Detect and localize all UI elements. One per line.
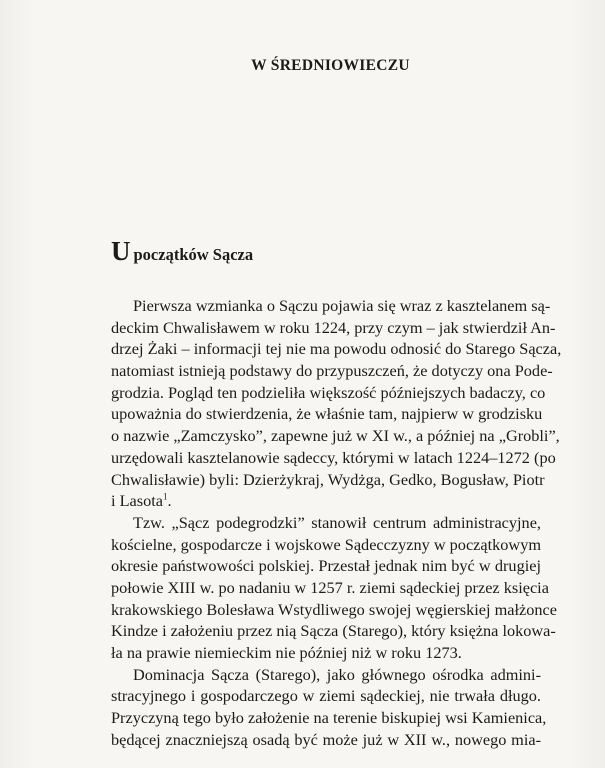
- text-line: krakowskiego Bolesława Wstydliwego swojej węgierskiej małżonce: [111, 599, 557, 619]
- text-line: Przyczyną tego było założenie na terenie biskupiej wsi Kamienica,: [111, 708, 547, 728]
- text-line: kościelne, gospodarcze i wojskowe Sądecczyzny w początkowym: [111, 534, 541, 554]
- text-line: Kindze i założeniu przez nią Sącza (Starego), który księżna lokowa-: [111, 621, 556, 641]
- text-line: Chwalisławie) byli: Dzierżykraj, Wydżga, Gedko, Bogusław, Piotr: [111, 469, 545, 489]
- text-line: będącej znaczniejszą osadą być może już w XII w., nowego mia-: [111, 729, 541, 749]
- chapter-title: [111, 236, 253, 267]
- text-line: urzędowali kasztelanowie sądeccy, którymi w latach 1224–1272 (po: [111, 447, 556, 467]
- footnote-ref[interactable]: 1: [163, 491, 168, 502]
- text-line: ła na prawie niemieckim nie później niż w roku 1273.: [111, 643, 462, 662]
- text-line: Dominacja Sącza (Starego), jako głównego ośrodka admini-: [133, 664, 541, 684]
- text-line: grodzia. Pogląd ten podzieliła większość późniejszych badaczy, co: [111, 382, 546, 402]
- text-line: o nazwie „Zamczysko”, zapewne już w XI w., a później na „Grobli”,: [111, 426, 560, 446]
- text-line: upoważnia do stwierdzenia, że właśnie tam, najpierw w grodzisku: [111, 404, 543, 424]
- text-line: okresie państwowości polskiej. Przestał jednak nim być w drugiej: [111, 556, 541, 576]
- chapter-title-text: początków Sącza: [133, 245, 254, 264]
- running-head: W ŚREDNIOWIECZU: [251, 57, 410, 74]
- text-line: deckim Chwalisławem w roku 1224, przy czym – jak stwierdził An-: [111, 317, 556, 337]
- text-line: stracyjnego i gospodarczego w ziemi sądeckiej, nie trwała długo.: [111, 686, 541, 706]
- text-line: natomiast istnieją podstawy do przypuszczeń, że dotyczy ona Pode-: [111, 361, 553, 381]
- body-text: [111, 295, 562, 750]
- text-line: Tzw. „Sącz podegrodzki” stanowił centrum administracyjne,: [133, 512, 541, 532]
- text-line: Pierwsza wzmianka o Sączu pojawia się wraz z kasztelanem są-: [133, 296, 551, 315]
- text-line: drzej Żaki – informacji tej nie ma powodu odnosić do Starego Sącza,: [111, 339, 562, 359]
- chapter-title-initial: U: [111, 236, 131, 266]
- text-line-content: i Lasota: [111, 491, 163, 511]
- text-line: i Lasota$^1$.: [111, 491, 172, 511]
- text-line: połowie XIII w. po nadaniu w 1257 r. ziemi sądeckiej przez księcia: [111, 577, 549, 597]
